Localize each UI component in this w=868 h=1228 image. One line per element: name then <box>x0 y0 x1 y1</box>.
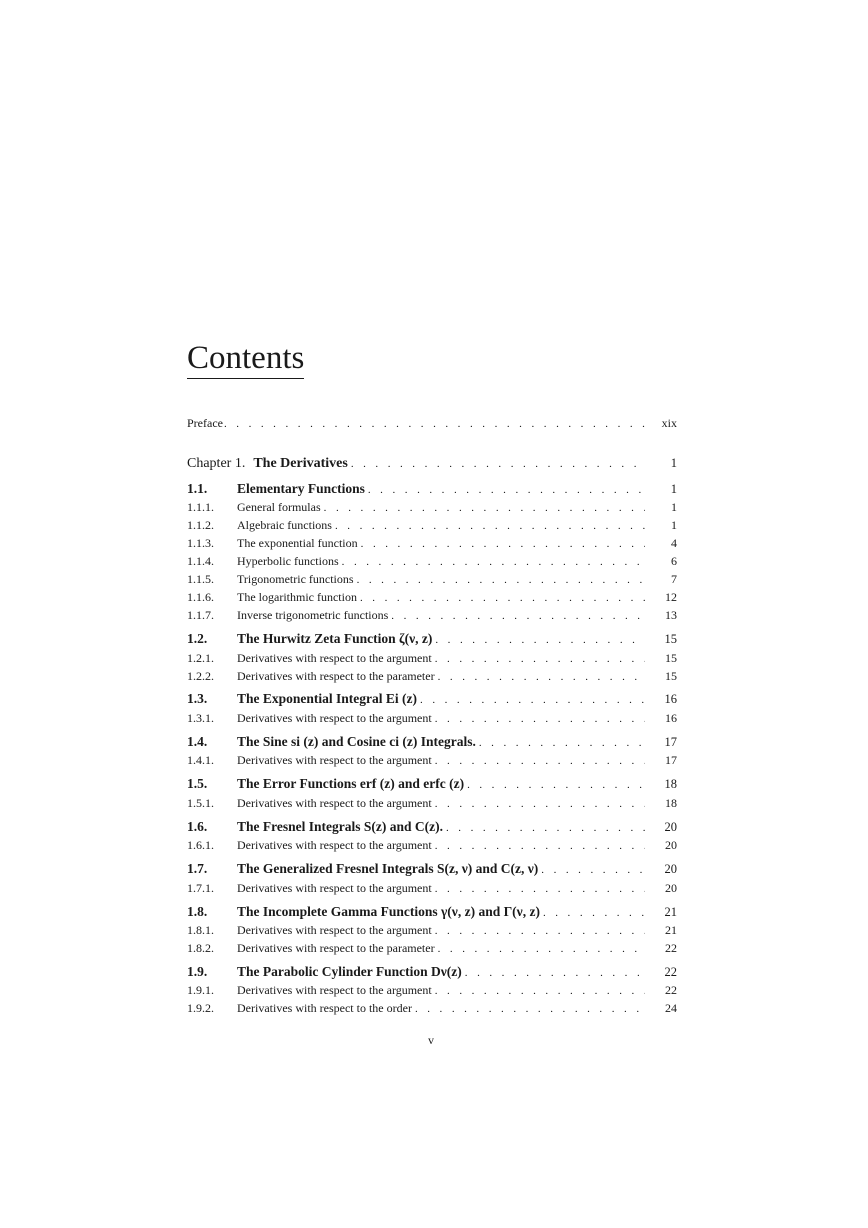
dot-leader <box>342 556 645 568</box>
toc-subsection-entry[interactable] <box>187 651 677 669</box>
toc-subsection-entry[interactable] <box>187 711 677 729</box>
toc-entry-page: 21 <box>664 905 677 919</box>
toc-entry-page: 21 <box>665 923 677 937</box>
toc-entry-number: 1.8.1. <box>187 923 214 937</box>
toc-entry-title: Preface <box>187 416 223 430</box>
toc-entry-number: 1.3. <box>187 691 208 706</box>
dot-leader <box>438 943 645 955</box>
toc-entry-number: 1.1.7. <box>187 608 214 622</box>
dot-leader <box>435 634 645 646</box>
toc-entry-number: 1.4.1. <box>187 753 214 767</box>
toc-subsection-entry[interactable] <box>187 796 677 814</box>
toc-entry-page: 18 <box>665 796 677 810</box>
toc-entry-number: 1.4. <box>187 734 208 749</box>
toc-subsection-entry[interactable] <box>187 753 677 771</box>
toc-section-entry[interactable] <box>187 819 677 837</box>
toc-entry-number: 1.1.6. <box>187 590 214 604</box>
toc-entry-title: The Error Functions erf (z) and erfc (z) <box>237 776 465 791</box>
toc-subsection-entry[interactable] <box>187 536 677 554</box>
toc-entry-page: 22 <box>664 965 677 979</box>
toc-subsection-entry[interactable] <box>187 1001 677 1019</box>
chapter-page: 1 <box>670 456 677 470</box>
toc-section-entry[interactable] <box>187 776 677 794</box>
toc-entry-number: 1.5. <box>187 776 208 791</box>
toc-entry-page: 15 <box>665 669 677 683</box>
dot-leader <box>465 967 645 979</box>
dot-leader <box>435 925 645 937</box>
toc-entry-title: The exponential function <box>237 536 358 550</box>
toc-section-entry[interactable] <box>187 904 677 922</box>
toc-entry-title: The Hurwitz Zeta Function ζ(ν, z) <box>237 631 433 646</box>
contents-heading: Contents <box>187 338 304 379</box>
toc-preface-entry[interactable] <box>187 416 677 434</box>
toc-entry-title: Elementary Functions <box>237 481 365 496</box>
toc-entry-page: 12 <box>665 590 677 604</box>
toc-entry-page: 13 <box>665 608 677 622</box>
toc-subsection-entry[interactable] <box>187 518 677 536</box>
dot-leader <box>446 822 645 834</box>
toc-subsection-entry[interactable] <box>187 590 677 608</box>
toc-entry-title: Derivatives with respect to the parameter <box>237 941 435 955</box>
toc-entry-page: 18 <box>664 777 677 791</box>
toc-entry-title: The logarithmic function <box>237 590 357 604</box>
toc-entry-title: The Parabolic Cylinder Function Dν(z) <box>237 964 462 979</box>
dot-leader <box>435 840 645 852</box>
dot-leader <box>324 502 645 514</box>
toc-entry-page: 22 <box>665 983 677 997</box>
toc-entry-page: 4 <box>671 536 677 550</box>
dot-leader <box>357 574 645 586</box>
dot-leader <box>420 694 645 706</box>
chapter-label: Chapter 1. <box>187 456 246 471</box>
toc-section-entry[interactable] <box>187 964 677 982</box>
toc-section-entry[interactable] <box>187 481 677 499</box>
dot-leader <box>435 985 645 997</box>
page-number: v <box>428 1033 434 1047</box>
toc-entry-number: 1.6.1. <box>187 838 214 852</box>
toc-entry-title: General formulas <box>237 500 321 514</box>
toc-entry-title: Derivatives with respect to the argument <box>237 838 432 852</box>
toc-entry-page: 16 <box>664 692 677 706</box>
dot-leader <box>438 671 645 683</box>
toc-entry-page: 17 <box>665 753 677 767</box>
toc-entry-number: 1.9.1. <box>187 983 214 997</box>
toc-entry-title: The Exponential Integral Ei (z) <box>237 691 418 706</box>
dot-leader <box>335 520 645 532</box>
toc-subsection-entry[interactable] <box>187 941 677 959</box>
toc-section-entry[interactable] <box>187 734 677 752</box>
dot-leader <box>360 592 645 604</box>
toc-entry-title: Derivatives with respect to the parameter <box>237 669 435 683</box>
dot-leader <box>435 798 645 810</box>
toc-entry-number: 1.7.1. <box>187 881 214 895</box>
toc-subsection-entry[interactable] <box>187 881 677 899</box>
dot-leader <box>543 907 645 919</box>
toc-entry-title: The Fresnel Integrals S(z) and C(z). <box>237 819 443 834</box>
toc-entry-title: Derivatives with respect to the argument <box>237 651 432 665</box>
toc-subsection-entry[interactable] <box>187 554 677 572</box>
toc-entry-page: 22 <box>665 941 677 955</box>
toc-entry-title: The Generalized Fresnel Integrals S(z, ν) and C(z, ν) <box>237 861 539 876</box>
toc-section-entry[interactable] <box>187 631 677 649</box>
toc-entry-number: 1.9. <box>187 964 208 979</box>
toc-entry-number: 1.1.1. <box>187 500 214 514</box>
toc-entry-number: 1.3.1. <box>187 711 214 725</box>
toc-entry-title: Derivatives with respect to the argument <box>237 983 432 997</box>
toc-entry-page: 16 <box>665 711 677 725</box>
dot-leader <box>361 538 645 550</box>
toc-entry-number: 1.1.3. <box>187 536 214 550</box>
dot-leader <box>351 458 645 470</box>
dot-leader <box>435 755 645 767</box>
toc-entry-number: 1.7. <box>187 861 208 876</box>
dot-leader <box>391 610 645 622</box>
toc-entry-title: The Sine si (z) and Cosine ci (z) Integrals. <box>237 734 476 749</box>
toc-entry-number: 1.8. <box>187 904 208 919</box>
toc-subsection-entry[interactable] <box>187 572 677 590</box>
toc-entry-page: 20 <box>665 838 677 852</box>
toc-entry-number: 1.1.5. <box>187 572 214 586</box>
dot-leader <box>479 737 645 749</box>
toc-entry-title: Derivatives with respect to the argument <box>237 711 432 725</box>
toc-chapter-entry[interactable] <box>187 456 677 474</box>
toc-entry-title: The Incomplete Gamma Functions γ(ν, z) and Γ(ν, z) <box>237 904 540 919</box>
toc-entry-page: 15 <box>664 632 677 646</box>
toc-entry-page: 1 <box>671 500 677 514</box>
toc-entry-page: 20 <box>664 820 677 834</box>
toc-entry-number: 1.1.2. <box>187 518 214 532</box>
toc-entry-number: 1.2.2. <box>187 669 214 683</box>
toc-entry-page: 15 <box>665 651 677 665</box>
toc-entry-page: 17 <box>664 735 677 749</box>
toc-entry-title: Trigonometric functions <box>237 572 354 586</box>
toc-subsection-entry[interactable] <box>187 608 677 626</box>
dot-leader <box>467 779 645 791</box>
toc-entry-number: 1.1. <box>187 481 208 496</box>
toc-entry-title: Derivatives with respect to the argument <box>237 753 432 767</box>
toc-subsection-entry[interactable] <box>187 923 677 941</box>
dot-leader <box>368 484 645 496</box>
dot-leader <box>541 864 645 876</box>
dot-leader <box>435 883 645 895</box>
toc-entry-page: 20 <box>665 881 677 895</box>
toc-subsection-entry[interactable] <box>187 500 677 518</box>
toc-subsection-entry[interactable] <box>187 983 677 1001</box>
chapter-title: The Derivatives <box>253 456 348 471</box>
toc-entry-page: 1 <box>670 482 677 496</box>
toc-entry-page: 6 <box>671 554 677 568</box>
toc-entry-number: 1.5.1. <box>187 796 214 810</box>
toc-entry-title: Derivatives with respect to the argument <box>237 796 432 810</box>
toc-entry-page: 20 <box>664 862 677 876</box>
toc-entry-number: 1.6. <box>187 819 208 834</box>
toc-section-entry[interactable] <box>187 691 677 709</box>
toc-entry-page: 7 <box>671 572 677 586</box>
toc-entry-page: 24 <box>665 1001 677 1015</box>
toc-entry-title: Hyperbolic functions <box>237 554 339 568</box>
dot-leader <box>435 713 645 725</box>
dot-leader <box>435 653 645 665</box>
toc-entry-page: xix <box>661 416 677 430</box>
toc-entry-title: Inverse trigonometric functions <box>237 608 389 622</box>
toc-entry-title: Derivatives with respect to the argument <box>237 923 432 937</box>
toc-entry-title: Derivatives with respect to the argument <box>237 881 432 895</box>
toc-entry-number: 1.9.2. <box>187 1001 214 1015</box>
toc-entry-number: 1.2.1. <box>187 651 214 665</box>
toc-entry-number: 1.2. <box>187 631 208 646</box>
dot-leader <box>224 418 645 430</box>
toc-subsection-entry[interactable] <box>187 669 677 687</box>
toc-entry-title: Algebraic functions <box>237 518 332 532</box>
toc-entry-page: 1 <box>671 518 677 532</box>
toc-entry-number: 1.8.2. <box>187 941 214 955</box>
toc-section-entry[interactable] <box>187 861 677 879</box>
toc-entry-number: 1.1.4. <box>187 554 214 568</box>
dot-leader <box>415 1003 645 1015</box>
toc-entry-title: Derivatives with respect to the order <box>237 1001 412 1015</box>
toc-subsection-entry[interactable] <box>187 838 677 856</box>
